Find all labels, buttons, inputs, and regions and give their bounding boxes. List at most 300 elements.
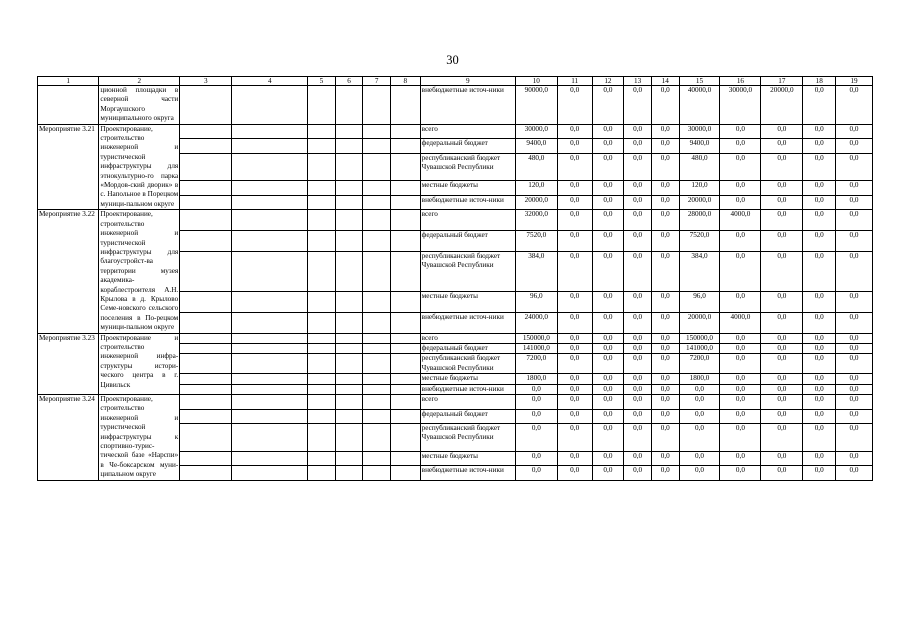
value-cell: 30000,0 <box>720 86 761 125</box>
empty-cell <box>335 312 363 333</box>
empty-cell <box>335 153 363 181</box>
empty-cell <box>391 291 421 312</box>
empty-cell <box>308 395 336 410</box>
empty-cell <box>335 354 363 374</box>
description-cell: Проектирование и строительство инженерной инфра-структуры истори-ческого центра в г. Цивильск <box>99 333 180 394</box>
value-cell: 0,0 <box>624 466 652 481</box>
value-cell: 0,0 <box>803 374 836 384</box>
empty-cell <box>363 384 391 394</box>
value-cell: 0,0 <box>557 139 592 154</box>
value-cell: 0,0 <box>761 153 803 181</box>
empty-cell <box>308 181 336 196</box>
empty-cell <box>335 374 363 384</box>
empty-cell <box>335 252 363 292</box>
value-cell: 0,0 <box>720 181 761 196</box>
value-cell: 0,0 <box>836 291 873 312</box>
empty-cell <box>180 86 232 125</box>
empty-cell <box>308 374 336 384</box>
value-cell: 0,0 <box>592 195 624 210</box>
description-cell: Проектирование, строительство инженерной и туристической инфраструктуры для благоустройст-ва территории музея академика-кораблестроителя А.Н. Крылова в д. Крылово Семе-новского сельского поселения в По-рецком муници-пальном округе <box>100 210 179 332</box>
empty-cell <box>335 139 363 154</box>
empty-cell <box>180 343 232 353</box>
value-cell: 0,0 <box>624 354 652 374</box>
column-header: 10 <box>515 77 557 86</box>
value-cell: 0,0 <box>803 231 836 252</box>
value-cell: 0,0 <box>803 343 836 353</box>
value-cell: 0,0 <box>720 333 761 343</box>
value-cell: 480,0 <box>679 153 720 181</box>
empty-cell <box>391 312 421 333</box>
empty-cell <box>363 374 391 384</box>
measure-cell: Мероприятие 3.22 <box>38 210 99 333</box>
value-cell: 0,0 <box>557 210 592 231</box>
value-cell: 0,0 <box>592 354 624 374</box>
empty-cell <box>335 231 363 252</box>
empty-cell <box>180 354 232 374</box>
value-cell: 0,0 <box>592 451 624 466</box>
value-cell: 0,0 <box>651 312 679 333</box>
value-cell: 0,0 <box>720 395 761 410</box>
value-cell: 0,0 <box>679 395 720 410</box>
funding-source-cell: федеральный бюджет <box>420 409 515 424</box>
value-cell: 0,0 <box>624 195 652 210</box>
column-header: 17 <box>761 77 803 86</box>
value-cell: 0,0 <box>679 409 720 424</box>
value-cell: 0,0 <box>515 451 557 466</box>
value-cell: 4000,0 <box>720 312 761 333</box>
value-cell: 0,0 <box>624 210 652 231</box>
value-cell: 7520,0 <box>679 231 720 252</box>
empty-cell <box>391 374 421 384</box>
column-header: 16 <box>720 77 761 86</box>
value-cell: 0,0 <box>836 195 873 210</box>
value-cell: 0,0 <box>515 409 557 424</box>
value-cell: 1800,0 <box>679 374 720 384</box>
empty-cell <box>180 252 232 292</box>
value-cell: 0,0 <box>557 409 592 424</box>
value-cell: 0,0 <box>836 384 873 394</box>
page-number: 30 <box>446 53 459 67</box>
empty-cell <box>308 424 336 452</box>
value-cell: 0,0 <box>803 181 836 196</box>
empty-cell <box>391 210 421 231</box>
value-cell: 20000,0 <box>679 312 720 333</box>
value-cell: 0,0 <box>651 291 679 312</box>
value-cell: 0,0 <box>761 124 803 139</box>
column-header: 11 <box>557 77 592 86</box>
value-cell: 20000,0 <box>679 195 720 210</box>
empty-cell <box>180 312 232 333</box>
value-cell: 384,0 <box>515 252 557 292</box>
column-header: 8 <box>391 77 421 86</box>
value-cell: 150000,0 <box>515 333 557 343</box>
measure-cell: Мероприятие 3.21 <box>38 124 99 210</box>
value-cell: 0,0 <box>515 466 557 481</box>
value-cell: 0,0 <box>624 291 652 312</box>
value-cell: 0,0 <box>557 291 592 312</box>
value-cell: 0,0 <box>836 231 873 252</box>
empty-cell <box>308 231 336 252</box>
value-cell: 0,0 <box>720 153 761 181</box>
empty-cell <box>391 466 421 481</box>
funding-source-cell: местные бюджеты <box>420 374 515 384</box>
value-cell: 0,0 <box>651 231 679 252</box>
empty-cell <box>391 333 421 343</box>
empty-cell <box>363 333 391 343</box>
funding-source-cell: федеральный бюджет <box>420 343 515 353</box>
value-cell: 480,0 <box>515 153 557 181</box>
funding-source-cell: местные бюджеты <box>420 291 515 312</box>
empty-cell <box>308 384 336 394</box>
empty-cell <box>391 86 421 125</box>
value-cell: 0,0 <box>803 153 836 181</box>
empty-cell <box>391 124 421 139</box>
value-cell: 0,0 <box>836 451 873 466</box>
value-cell: 0,0 <box>761 139 803 154</box>
empty-cell <box>232 466 308 481</box>
value-cell: 0,0 <box>651 210 679 231</box>
value-cell: 28000,0 <box>679 210 720 231</box>
empty-cell <box>180 195 232 210</box>
empty-cell <box>335 291 363 312</box>
measure-cell: Мероприятие 3.23 <box>38 333 99 394</box>
value-cell: 0,0 <box>624 312 652 333</box>
empty-cell <box>232 231 308 252</box>
value-cell: 0,0 <box>651 395 679 410</box>
value-cell: 0,0 <box>592 333 624 343</box>
empty-cell <box>232 124 308 139</box>
empty-cell <box>363 291 391 312</box>
empty-cell <box>180 333 232 343</box>
value-cell: 0,0 <box>803 354 836 374</box>
value-cell: 0,0 <box>836 395 873 410</box>
table-row <box>38 86 873 125</box>
empty-cell <box>308 451 336 466</box>
value-cell: 0,0 <box>720 384 761 394</box>
value-cell: 0,0 <box>557 195 592 210</box>
empty-cell <box>232 86 308 125</box>
value-cell: 0,0 <box>761 181 803 196</box>
empty-cell <box>391 195 421 210</box>
empty-cell <box>391 384 421 394</box>
value-cell: 0,0 <box>761 210 803 231</box>
funding-source-cell: федеральный бюджет <box>420 231 515 252</box>
value-cell: 0,0 <box>557 252 592 292</box>
measure-cell <box>38 86 99 125</box>
empty-cell <box>308 409 336 424</box>
empty-cell <box>308 86 336 125</box>
empty-cell <box>335 86 363 125</box>
empty-cell <box>363 312 391 333</box>
value-cell: 0,0 <box>592 86 624 125</box>
empty-cell <box>232 395 308 410</box>
value-cell: 0,0 <box>651 354 679 374</box>
column-header: 12 <box>592 77 624 86</box>
empty-cell <box>391 231 421 252</box>
empty-cell <box>363 124 391 139</box>
value-cell: 0,0 <box>679 424 720 452</box>
value-cell: 0,0 <box>761 195 803 210</box>
empty-cell <box>391 252 421 292</box>
funding-source-cell: республиканский бюджет Чувашской Республики <box>420 153 515 181</box>
table-row <box>38 395 873 410</box>
funding-source-cell: федеральный бюджет <box>420 139 515 154</box>
empty-cell <box>363 153 391 181</box>
value-cell: 0,0 <box>803 333 836 343</box>
value-cell: 0,0 <box>679 451 720 466</box>
value-cell: 0,0 <box>515 384 557 394</box>
value-cell: 20000,0 <box>515 195 557 210</box>
value-cell: 0,0 <box>651 343 679 353</box>
value-cell: 0,0 <box>803 210 836 231</box>
empty-cell <box>180 395 232 410</box>
column-header: 15 <box>679 77 720 86</box>
empty-cell <box>232 181 308 196</box>
empty-cell <box>335 424 363 452</box>
funding-source-cell: местные бюджеты <box>420 181 515 196</box>
empty-cell <box>180 384 232 394</box>
header-row <box>38 77 873 86</box>
value-cell: 9400,0 <box>515 139 557 154</box>
empty-cell <box>363 395 391 410</box>
value-cell: 0,0 <box>761 424 803 452</box>
empty-cell <box>308 139 336 154</box>
value-cell: 0,0 <box>836 252 873 292</box>
column-header: 18 <box>803 77 836 86</box>
value-cell: 0,0 <box>761 343 803 353</box>
empty-cell <box>232 409 308 424</box>
empty-cell <box>363 466 391 481</box>
value-cell: 0,0 <box>592 139 624 154</box>
empty-cell <box>363 343 391 353</box>
empty-cell <box>180 466 232 481</box>
value-cell: 0,0 <box>624 252 652 292</box>
value-cell: 0,0 <box>803 466 836 481</box>
value-cell: 0,0 <box>592 252 624 292</box>
empty-cell <box>232 343 308 353</box>
column-header: 7 <box>363 77 391 86</box>
description-cell: ционной площадки в северной части Моргаушского муниципального округа <box>100 86 179 123</box>
empty-cell <box>363 424 391 452</box>
value-cell: 0,0 <box>761 252 803 292</box>
empty-cell <box>335 343 363 353</box>
empty-cell <box>391 139 421 154</box>
value-cell: 0,0 <box>836 374 873 384</box>
value-cell: 0,0 <box>720 139 761 154</box>
empty-cell <box>180 451 232 466</box>
value-cell: 1800,0 <box>515 374 557 384</box>
empty-cell <box>308 466 336 481</box>
value-cell: 0,0 <box>651 374 679 384</box>
value-cell: 0,0 <box>720 466 761 481</box>
value-cell: 0,0 <box>836 333 873 343</box>
value-cell: 0,0 <box>592 466 624 481</box>
value-cell: 0,0 <box>592 384 624 394</box>
budget-table <box>37 76 873 481</box>
value-cell: 90000,0 <box>515 86 557 125</box>
value-cell: 0,0 <box>624 333 652 343</box>
empty-cell <box>391 343 421 353</box>
empty-cell <box>232 139 308 154</box>
value-cell: 0,0 <box>803 384 836 394</box>
value-cell: 30000,0 <box>679 124 720 139</box>
table-row <box>38 333 873 343</box>
value-cell: 0,0 <box>761 291 803 312</box>
value-cell: 7520,0 <box>515 231 557 252</box>
measure-cell: Мероприятие 3.24 <box>38 395 99 481</box>
empty-cell <box>232 333 308 343</box>
funding-source-cell: внебюджетные источ-ники <box>420 195 515 210</box>
description-cell: Проектирование, строительство инженерной и туристической инфраструктуры для этнокультурно-го парка «Мордов-ский дворик» в с. Напольное в Порецком муници-пальном округе <box>100 124 179 208</box>
value-cell: 0,0 <box>836 153 873 181</box>
value-cell: 24000,0 <box>515 312 557 333</box>
value-cell: 0,0 <box>803 312 836 333</box>
funding-source-cell: местные бюджеты <box>420 451 515 466</box>
empty-cell <box>232 195 308 210</box>
value-cell: 0,0 <box>761 466 803 481</box>
value-cell: 0,0 <box>624 181 652 196</box>
value-cell: 0,0 <box>557 181 592 196</box>
value-cell: 0,0 <box>720 124 761 139</box>
empty-cell <box>335 384 363 394</box>
empty-cell <box>180 291 232 312</box>
empty-cell <box>232 153 308 181</box>
empty-cell <box>232 424 308 452</box>
value-cell: 0,0 <box>836 86 873 125</box>
value-cell: 0,0 <box>761 409 803 424</box>
value-cell: 0,0 <box>557 124 592 139</box>
empty-cell <box>335 181 363 196</box>
column-header: 3 <box>180 77 232 86</box>
table-row <box>38 210 873 231</box>
value-cell: 0,0 <box>679 466 720 481</box>
value-cell: 0,0 <box>761 333 803 343</box>
empty-cell <box>232 451 308 466</box>
value-cell: 0,0 <box>720 195 761 210</box>
value-cell: 0,0 <box>720 451 761 466</box>
value-cell: 0,0 <box>592 181 624 196</box>
value-cell: 0,0 <box>803 124 836 139</box>
column-header: 9 <box>420 77 515 86</box>
value-cell: 0,0 <box>651 384 679 394</box>
value-cell: 0,0 <box>651 139 679 154</box>
value-cell: 0,0 <box>836 181 873 196</box>
empty-cell <box>308 124 336 139</box>
empty-cell <box>391 153 421 181</box>
empty-cell <box>308 153 336 181</box>
funding-source-cell: всего <box>420 395 515 410</box>
value-cell: 9400,0 <box>679 139 720 154</box>
value-cell: 0,0 <box>592 343 624 353</box>
empty-cell <box>335 124 363 139</box>
column-header: 6 <box>335 77 363 86</box>
value-cell: 0,0 <box>624 395 652 410</box>
empty-cell <box>308 291 336 312</box>
value-cell: 0,0 <box>624 124 652 139</box>
value-cell: 0,0 <box>624 424 652 452</box>
value-cell: 0,0 <box>624 86 652 125</box>
value-cell: 0,0 <box>720 252 761 292</box>
funding-source-cell: всего <box>420 210 515 231</box>
column-header: 2 <box>99 77 180 86</box>
value-cell: 0,0 <box>761 312 803 333</box>
empty-cell <box>335 451 363 466</box>
value-cell: 0,0 <box>651 124 679 139</box>
value-cell: 0,0 <box>592 124 624 139</box>
value-cell: 0,0 <box>836 354 873 374</box>
value-cell: 20000,0 <box>761 86 803 125</box>
empty-cell <box>335 395 363 410</box>
empty-cell <box>363 409 391 424</box>
value-cell: 0,0 <box>720 343 761 353</box>
empty-cell <box>180 181 232 196</box>
value-cell: 384,0 <box>679 252 720 292</box>
value-cell: 0,0 <box>624 153 652 181</box>
value-cell: 141000,0 <box>679 343 720 353</box>
empty-cell <box>335 210 363 231</box>
empty-cell <box>335 333 363 343</box>
value-cell: 0,0 <box>836 312 873 333</box>
value-cell: 0,0 <box>720 291 761 312</box>
empty-cell <box>391 354 421 374</box>
empty-cell <box>391 395 421 410</box>
value-cell: 0,0 <box>557 343 592 353</box>
value-cell: 0,0 <box>836 139 873 154</box>
empty-cell <box>232 291 308 312</box>
value-cell: 0,0 <box>720 231 761 252</box>
value-cell: 0,0 <box>557 384 592 394</box>
funding-source-cell: всего <box>420 333 515 343</box>
funding-source-cell: внебюджетные источ-ники <box>420 312 515 333</box>
value-cell: 0,0 <box>624 409 652 424</box>
value-cell: 0,0 <box>803 409 836 424</box>
value-cell: 120,0 <box>515 181 557 196</box>
value-cell: 0,0 <box>515 424 557 452</box>
empty-cell <box>308 343 336 353</box>
empty-cell <box>180 409 232 424</box>
value-cell: 0,0 <box>624 343 652 353</box>
value-cell: 0,0 <box>592 210 624 231</box>
empty-cell <box>391 451 421 466</box>
column-header: 14 <box>651 77 679 86</box>
empty-cell <box>363 252 391 292</box>
empty-cell <box>232 210 308 231</box>
value-cell: 0,0 <box>557 424 592 452</box>
empty-cell <box>363 139 391 154</box>
funding-source-cell: всего <box>420 124 515 139</box>
empty-cell <box>391 409 421 424</box>
value-cell: 0,0 <box>592 153 624 181</box>
value-cell: 0,0 <box>761 384 803 394</box>
empty-cell <box>363 451 391 466</box>
value-cell: 0,0 <box>557 354 592 374</box>
value-cell: 0,0 <box>515 395 557 410</box>
empty-cell <box>232 354 308 374</box>
value-cell: 96,0 <box>515 291 557 312</box>
empty-cell <box>335 195 363 210</box>
empty-cell <box>180 139 232 154</box>
value-cell: 0,0 <box>761 395 803 410</box>
funding-source-cell: внебюджетные источ-ники <box>420 466 515 481</box>
value-cell: 7200,0 <box>515 354 557 374</box>
empty-cell <box>363 86 391 125</box>
value-cell: 0,0 <box>651 153 679 181</box>
empty-cell <box>363 210 391 231</box>
value-cell: 0,0 <box>720 354 761 374</box>
empty-cell <box>363 231 391 252</box>
empty-cell <box>308 210 336 231</box>
value-cell: 0,0 <box>592 374 624 384</box>
